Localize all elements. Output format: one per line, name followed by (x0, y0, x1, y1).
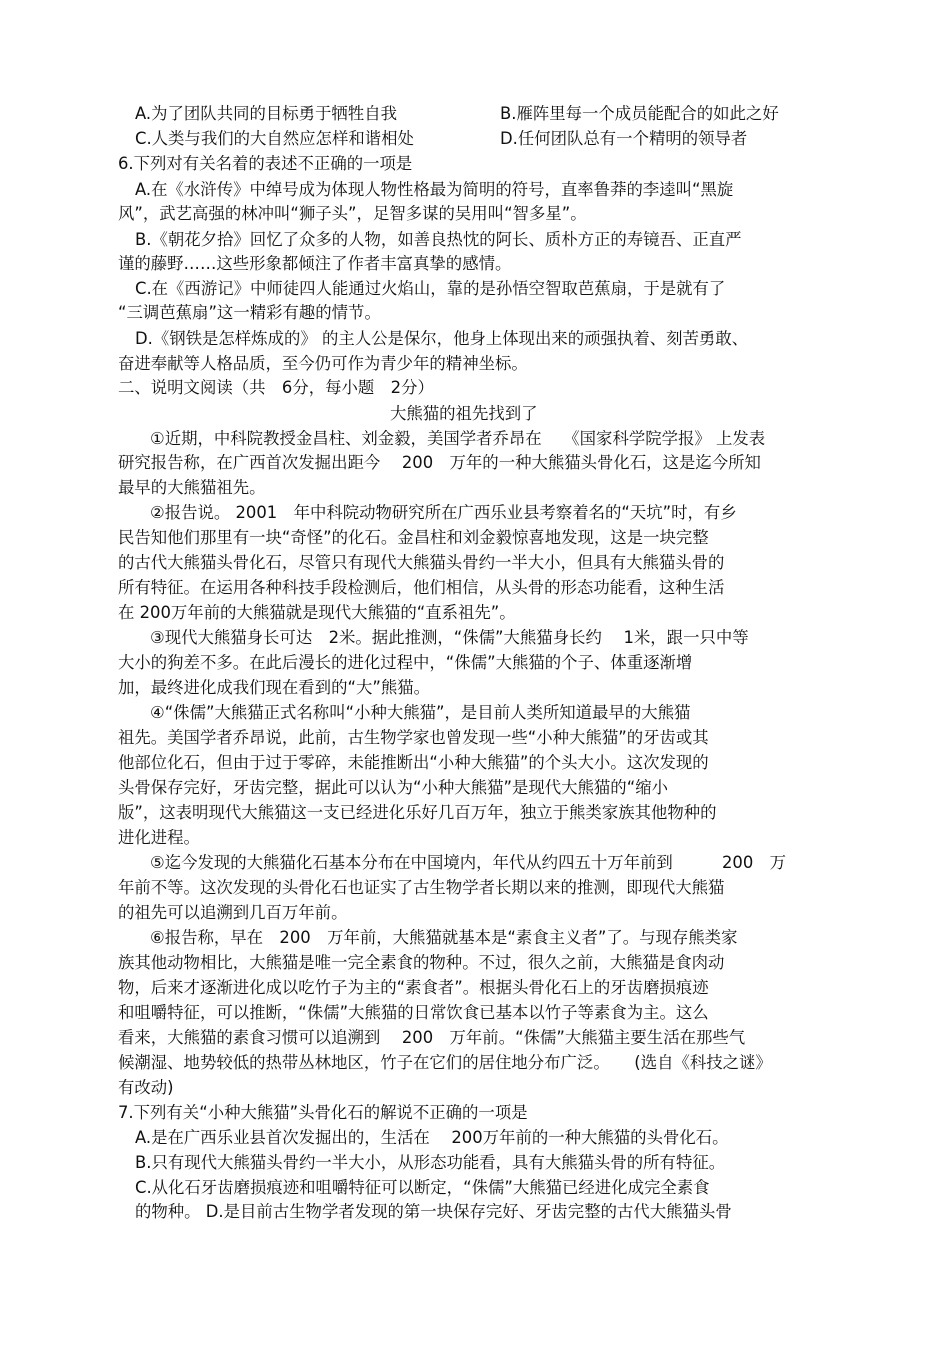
q6-option-d-line2: 奋进奉献等人格品质，至今仍可作为青少年的精神坐标。 (118, 354, 528, 373)
q7-option-b: B.只有现代大熊猫头骨约一半大小，从形态功能看，具有大熊猫头骨的所有特征。 (135, 1153, 726, 1172)
section-heading: 二、说明文阅读（共 6分，每小题 2分） (118, 378, 434, 397)
paragraph-2-line4: 所有特征。在运用各种科技手段检测后，他们相信，从头骨的形态功能看，这种生活 (118, 578, 725, 597)
passage-title: 大熊猫的祖先找到了 (390, 404, 538, 423)
paragraph-2-line3: 的古代大熊猫头骨化石，尽管只有现代大熊猫头骨约一半大小，但具有大熊猫头骨的 (118, 553, 725, 572)
q6-option-a-line2: 风”，武艺高强的林冲叫“狮子头”，足智多谋的吴用叫“智多星”。 (118, 204, 587, 223)
paragraph-3-line1: ③现代大熊猫身长可达 2米。据此推测，“侏儒”大熊猫身长约 1米，跟一只中等 (150, 628, 749, 647)
paragraph-4-line5: 版”，这表明现代大熊猫这一支已经进化乐好几百万年，独立于熊类家族其他物种的 (118, 803, 717, 822)
q7-option-c-line1: C.从化石牙齿磨损痕迹和咀嚼特征可以断定，“侏儒”大熊猫已经进化成完全素食 (135, 1178, 710, 1197)
paragraph-5-line3: 的祖先可以追溯到几百万年前。 (118, 903, 348, 922)
q6-option-d-line1: D.《钢铁是怎样炼成的》 的主人公是保尔，他身上体现出来的顽强执着、刻苦勇敢、 (135, 329, 749, 348)
paragraph-3-line3: 加，最终进化成我们现在看到的“大”熊猫。 (118, 678, 431, 697)
paragraph-4-line6: 进化进程。 (118, 828, 200, 847)
paragraph-1-line1: ①近期，中科院教授金昌柱、刘金毅，美国学者乔昂在 《国家科学院学报》 上发表 (150, 429, 766, 448)
paragraph-6-line7: 有改动) (118, 1078, 174, 1097)
paragraph-2-line2: 民告知他们那里有一块“奇怪”的化石。金昌柱和刘金毅惊喜地发现，这是一块完整 (118, 528, 709, 547)
q6-stem: 6.下列对有关名着的表述不正确的一项是 (118, 154, 413, 173)
q5-option-b: B.雁阵里每一个成员能配合的如此之好 (500, 104, 779, 123)
paragraph-6-line4: 和咀嚼特征，可以推断，“侏儒”大熊猫的日常饮食已基本以竹子等素食为主。这么 (118, 1003, 709, 1022)
paragraph-1-line3: 最早的大熊猫祖先。 (118, 478, 266, 497)
paragraph-6-line6: 候潮湿、地势较低的热带丛林地区，竹子在它们的居住地分布广泛。 (选自《科技之谜》 (118, 1053, 772, 1072)
paragraph-5-line2: 年前不等。这次发现的头骨化石也证实了古生物学者长期以来的推测，即现代大熊猫 (118, 878, 725, 897)
paragraph-5-line1: ⑤迄今发现的大熊猫化石基本分布在中国境内，年代从约四五十万年前到 200 万 (150, 853, 787, 872)
paragraph-6-line1: ⑥报告称，早在 200 万年前，大熊猫就基本是“素食主义者”了。与现存熊类家 (150, 928, 738, 947)
q7-option-a: A.是在广西乐业县首次发掘出的，生活在 200万年前的一种大熊猫的头骨化石。 (135, 1128, 729, 1147)
paragraph-2-line1: ②报告说。 2001 年中科院动物研究所在广西乐业县考察着名的“天坑”时，有乡 (150, 503, 737, 522)
paragraph-4-line4: 头骨保存完好，牙齿完整，据此可以认为“小种大熊猫”是现代大熊猫的“缩小 (118, 778, 668, 797)
q6-option-b-line2: 谨的藤野……这些形象都倾注了作者丰富真挚的感情。 (118, 254, 512, 273)
q7-option-c-line2: 的物种。 D.是目前古生物学者发现的第一块保存完好、牙齿完整的古代大熊猫头骨 (135, 1202, 732, 1221)
q6-option-c-line2: “三调芭蕉扇”这一精彩有趣的情节。 (118, 303, 381, 322)
paragraph-6-line2: 族其他动物相比，大熊猫是唯一完全素食的物种。不过，很久之前，大熊猫是食肉动 (118, 953, 725, 972)
q6-option-c-line1: C.在《西游记》中师徒四人能通过火焰山，靠的是孙悟空智取芭蕉扇，于是就有了 (135, 279, 726, 298)
q7-stem: 7.下列有关“小种大熊猫”头骨化石的解说不正确的一项是 (118, 1103, 528, 1122)
paragraph-6-line3: 物，后来才逐渐进化成以吃竹子为主的“素食者”。根据头骨化石上的牙齿磨损痕迹 (118, 978, 709, 997)
q6-option-b-line1: B.《朝花夕拾》回忆了众多的人物，如善良热忱的阿长、质朴方正的寿镜吾、正直严 (135, 230, 742, 249)
paragraph-4-line2: 祖先。美国学者乔昂说，此前，古生物学家也曾发现一些“小种大熊猫”的牙齿或其 (118, 728, 709, 747)
paragraph-4-line1: ④“侏儒”大熊猫正式名称叫“小种大熊猫”，是目前人类所知道最早的大熊猫 (150, 703, 691, 722)
paragraph-4-line3: 他部位化石，但由于过于零碎，未能推断出“小种大熊猫”的个头大小。这次发现的 (118, 753, 709, 772)
q5-option-c: C.人类与我们的大自然应怎样和谐相处 (135, 129, 414, 148)
q6-option-a-line1: A.在《水浒传》中绰号成为体现人物性格最为简明的符号，直率鲁莽的李逵叫“黑旋 (135, 180, 734, 199)
paragraph-3-line2: 大小的狗差不多。在此后漫长的进化过程中，“侏儒”大熊猫的个子、体重逐渐增 (118, 653, 693, 672)
paragraph-1-line2: 研究报告称，在广西首次发掘出距今 200 万年的一种大熊猫头骨化石，这是迄今所知 (118, 453, 761, 472)
q5-option-d: D.任何团队总有一个精明的领导者 (500, 129, 748, 148)
q5-option-a: A.为了团队共同的目标勇于牺牲自我 (135, 104, 397, 123)
paragraph-6-line5: 看来，大熊猫的素食习惯可以追溯到 200 万年前。“侏儒”大熊猫主要生活在那些气 (118, 1028, 746, 1047)
paragraph-2-line5: 在 200万年前的大熊猫就是现代大熊猫的“直系祖先”。 (118, 603, 516, 622)
